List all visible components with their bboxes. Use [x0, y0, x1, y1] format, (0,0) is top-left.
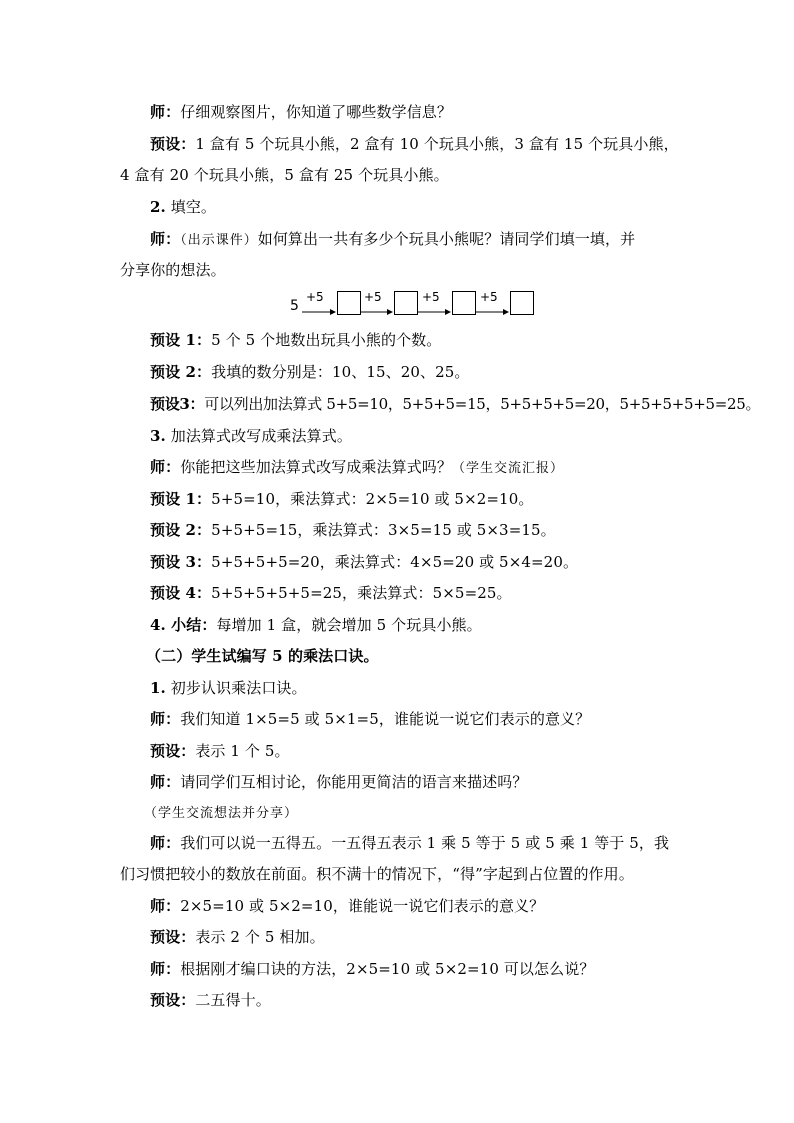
number-chain-diagram — [288, 288, 538, 322]
line-12: 预设 3：5+5+5+5=20，乘法算式：4×5=20 或 5×4=20。 — [150, 553, 579, 571]
line-22: 师：2×5=10 或 5×2=10，谁能说一说它们表示的意义？ — [150, 897, 545, 915]
line-13: 预设 4：5+5+5+5+5=25，乘法算式：5×5=25。 — [150, 584, 512, 602]
line-16: 1. 初步认识乘法口诀。 — [150, 679, 307, 697]
line-21b: 们习惯把较小的数放在前面。积不满十的情况下，“得”字起到占位置的作用。 — [120, 865, 634, 883]
line-5: 预设 1：5 个 5 个地数出玩具小熊的个数。 — [150, 331, 442, 349]
line-17: 师：我们知道 1×5=5 或 5×1=5，谁能说一说它们表示的意义？ — [150, 710, 591, 728]
line-21a: 师：我们可以说一五得五。一五得五表示 1 乘 5 等于 5 或 5 乘 1 等于 5，我 — [150, 834, 670, 852]
chain-step-label-2: +5 — [364, 290, 382, 304]
line-20: （学生交流想法并分享） — [144, 806, 299, 821]
line-25: 预设：二五得十。 — [150, 991, 271, 1009]
line-4a: 师：（出示课件）如何算出一共有多少个玩具小熊呢？请同学们填一填，并 — [150, 230, 636, 248]
line-11: 预设 2：5+5+5=15，乘法算式：3×5=15 或 5×3=15。 — [150, 521, 556, 539]
line-4b: 分享你的想法。 — [120, 261, 226, 279]
chain-step-label-4: +5 — [480, 290, 498, 304]
line-23: 预设：表示 2 个 5 相加。 — [150, 928, 325, 946]
line-2a: 预设：1 盒有 5 个玩具小熊，2 盒有 10 个玩具小熊，3 盒有 15 个玩具小熊， — [150, 135, 679, 153]
chain-step-label-1: +5 — [306, 290, 324, 304]
chain-blank-box-4 — [510, 291, 534, 315]
line-2b: 4 盒有 20 个玩具小熊，5 盒有 25 个玩具小熊。 — [120, 166, 449, 184]
line-14: 4. 小结：每增加 1 盒，就会增加 5 个玩具小熊。 — [150, 616, 482, 634]
line-7: 预设3：可以列出加法算式 5+5=10，5+5+5=15，5+5+5+5=20，5+5+5+5+5=25。 — [150, 395, 761, 413]
chain-start-number: 5 — [290, 298, 299, 314]
line-3: 2. 填空。 — [150, 198, 217, 216]
line-24: 师：根据刚才编口诀的方法，2×5=10 或 5×2=10 可以怎么说？ — [150, 960, 595, 978]
line-9: 师：你能把这些加法算式改写成乘法算式吗？（学生交流汇报） — [150, 458, 565, 476]
line-8: 3. 加法算式改写成乘法算式。 — [150, 427, 352, 445]
line-18: 预设：表示 1 个 5。 — [150, 742, 290, 760]
chain-blank-box-2 — [394, 291, 418, 315]
chain-blank-box-1 — [337, 291, 361, 315]
section-heading-2: （二）学生试编写 5 的乘法口诀。 — [146, 647, 379, 665]
line-19: 师：请同学们互相讨论，你能用更简洁的语言来描述吗？ — [150, 773, 528, 791]
line-10: 预设 1：5+5=10，乘法算式：2×5=10 或 5×2=10。 — [150, 490, 534, 508]
chain-step-label-3: +5 — [422, 290, 440, 304]
line-6: 预设 2：我填的数分别是：10、15、20、25。 — [150, 363, 470, 381]
line-1: 师：仔细观察图片，你知道了哪些数学信息？ — [150, 103, 453, 121]
chain-blank-box-3 — [452, 291, 476, 315]
